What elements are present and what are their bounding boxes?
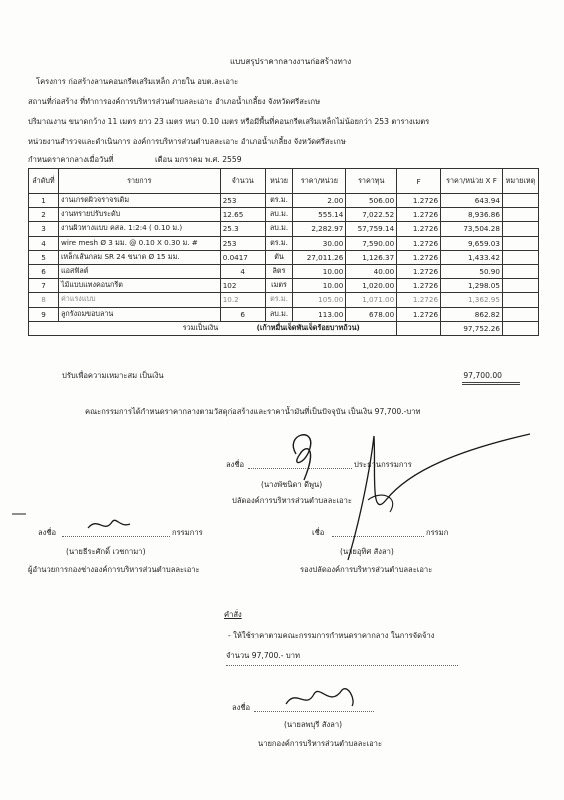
agency-line: หน่วยงานสำรวจและดำเนินการ องค์การบริหารส่วนตำบลละเอาะ อำเภอน้ำเกลี้ยง จังหวัดศรีสะเกษ	[28, 137, 346, 146]
cell-item: wire mesh Ø 3 มม. @ 0.10 X 0.30 ม. #	[58, 236, 220, 250]
cell-note	[502, 279, 538, 293]
cell-total: 862.82	[441, 307, 503, 321]
order-sign-label: ลงชื่อ	[232, 703, 251, 712]
order-heading: คำสั่ง	[224, 610, 242, 619]
signature-line	[62, 536, 170, 537]
cell-cost: 57,759.14	[346, 222, 397, 236]
project-line: โครงการ ก่อสร้างลานคอนกรีตเสริมเหล็ก ภายใน อบต.ละเอาะ	[36, 77, 239, 86]
cell-qty: 10.2	[220, 293, 265, 307]
cell-no: 4	[29, 236, 59, 250]
cell-no: 5	[29, 250, 59, 264]
header-unit-price: ราคา/หน่วย	[293, 169, 346, 194]
cell-unit: เมตร	[265, 279, 293, 293]
mayor-name: (นายลพบุรี สังลา)	[284, 720, 343, 729]
chair-role: ประธานกรรมการ	[354, 460, 412, 469]
member1-position: ผู้อำนวยการกองช่างองค์การบริหารส่วนตำบลละเอาะ	[28, 565, 200, 574]
signature-line	[248, 468, 352, 469]
cell-unit-price: 10.00	[293, 264, 346, 278]
order-line-1: - ให้ใช้ราคาตามคณะกรรมการกำหนดราคากลาง ในการจัดจ้าง	[228, 631, 435, 640]
header-note: หมายเหตุ	[502, 169, 538, 194]
cell-no: 2	[29, 208, 59, 222]
cell-factor: 1.2726	[397, 250, 441, 264]
cell-item: เหล็กเส้นกลม SR 24 ขนาด Ø 15 มม.	[58, 250, 220, 264]
cell-factor: 1.2726	[397, 264, 441, 278]
cell-qty: 25.3	[220, 222, 265, 236]
cell-total: 8,936.86	[441, 208, 503, 222]
cell-unit: ลบ.ม.	[265, 307, 293, 321]
cost-summary-table	[28, 168, 539, 336]
chair-position: ปลัดองค์การบริหารส่วนตำบลละเอาะ	[232, 496, 352, 505]
cell-unit: ตร.ม.	[265, 293, 293, 307]
cell-factor: 1.2726	[397, 236, 441, 250]
header-cost: ราคาทุน	[346, 169, 397, 194]
cell-unit: ลิตร	[265, 264, 293, 278]
cell-cost: 678.00	[346, 307, 397, 321]
chair-name: (นางพัชนิดา ดีพูน)	[261, 480, 323, 489]
cell-no: 9	[29, 307, 59, 321]
header-no: ลำดับที่	[29, 169, 59, 194]
cell-total: 50.90	[441, 264, 503, 278]
cell-item: งานทรายปรับระดับ	[58, 208, 220, 222]
cell-cost: 506.00	[346, 194, 397, 208]
cell-unit: ตร.ม.	[265, 194, 293, 208]
total-in-words: (เก้าหมื่นเจ็ดพันเจ็ดร้อยบาทถ้วน)	[220, 321, 396, 335]
chair-signature	[276, 424, 336, 484]
table-row	[29, 307, 539, 321]
cell-qty: 4	[220, 264, 265, 278]
cell-note	[502, 264, 538, 278]
table-row	[29, 236, 539, 250]
table-row	[29, 208, 539, 222]
cell-unit: ลบ.ม.	[265, 208, 293, 222]
cell-item: แอสฟัลต์	[58, 264, 220, 278]
member2-role: กรรมก	[426, 528, 449, 537]
table-row	[29, 279, 539, 293]
cell-cost: 1,126.37	[346, 250, 397, 264]
cell-qty: 0.0417	[220, 250, 265, 264]
adjust-value: 97,700.00	[463, 371, 502, 380]
cell-total: 1,298.05	[441, 279, 503, 293]
cell-no: 7	[29, 279, 59, 293]
cell-total: 1,362.95	[441, 293, 503, 307]
member1-role: กรรมการ	[172, 528, 203, 537]
cell-factor: 1.2726	[397, 293, 441, 307]
cell-note	[502, 208, 538, 222]
cell-total: 643.94	[441, 194, 503, 208]
order-line-2: จำนวน 97,700.- บาท	[226, 651, 301, 660]
cell-note	[502, 250, 538, 264]
committee-statement: คณะกรรมการได้กำหนดราคากลางตามวัสดุก่อสร้างและราคาน้ำมันที่เป็นปัจจุบัน เป็นเงิน 97,700.-บาท	[85, 407, 421, 416]
cell-qty: 6	[220, 307, 265, 321]
total-label: รวมเป็นเงิน	[58, 321, 220, 335]
table-row	[29, 222, 539, 236]
member1-sign-label: ลงชื่อ	[38, 528, 57, 537]
cell-unit-price: 30.00	[293, 236, 346, 250]
member1-name: (นายธีระศักดิ์ เวชกามา)	[66, 547, 146, 556]
double-underline	[462, 382, 520, 383]
cell-note	[502, 236, 538, 250]
cell-unit: ตัน	[265, 250, 293, 264]
table-header-row	[29, 169, 539, 194]
double-underline	[462, 384, 520, 385]
member1-signature	[84, 512, 134, 536]
cell-note	[502, 194, 538, 208]
cell-factor: 1.2726	[397, 307, 441, 321]
cell-cost: 1,020.00	[346, 279, 397, 293]
cell-item: ไม้แบบแทงคอนกรีต	[58, 279, 220, 293]
member2-position: รองปลัดองค์การบริหารส่วนตำบลละเอาะ	[300, 565, 433, 574]
cell-total: 9,659.03	[441, 236, 503, 250]
cell-no: 1	[29, 194, 59, 208]
cell-unit-price: 10.00	[293, 279, 346, 293]
header-item: รายการ	[58, 169, 220, 194]
table-row	[29, 194, 539, 208]
cell-unit-price: 27,011.26	[293, 250, 346, 264]
cell-no: 3	[29, 222, 59, 236]
member2-sign-label: เชื่อ	[312, 528, 325, 537]
cell-unit: ตร.ม.	[265, 236, 293, 250]
table-row	[29, 293, 539, 307]
header-total: ราคา/หน่วย X F	[441, 169, 503, 194]
header-factor: F	[397, 169, 441, 194]
adjust-label: ปรับเพื่อความเหมาะสม เป็นเงิน	[62, 371, 164, 380]
cell-qty: 102	[220, 279, 265, 293]
cell-unit-price: 2,282.97	[293, 222, 346, 236]
total-value: 97,752.26	[441, 321, 503, 335]
table-row	[29, 264, 539, 278]
member2-name: (นายอุทิศ สังลา)	[340, 547, 394, 556]
chair-sign-label: ลงชื่อ	[226, 460, 245, 469]
cell-unit-price: 105.00	[293, 293, 346, 307]
cell-cost: 40.00	[346, 264, 397, 278]
cell-unit-price: 2.00	[293, 194, 346, 208]
cell-item: ค่าแรงแบบ	[58, 293, 220, 307]
cell-cost: 7,590.00	[346, 236, 397, 250]
total-row	[29, 321, 539, 335]
cell-no: 8	[29, 293, 59, 307]
header-qty: จำนวน	[220, 169, 265, 194]
order-underline	[226, 665, 458, 666]
cell-item: งานเกรดผิวจราจรเดิม	[58, 194, 220, 208]
price-date-value: เดือน มกราคม พ.ศ. 2559	[155, 155, 242, 164]
mayor-signature	[280, 680, 360, 714]
signature-line	[254, 711, 374, 712]
cell-total: 1,433.42	[441, 250, 503, 264]
cell-unit: ลบ.ม.	[265, 222, 293, 236]
cell-total: 73,504.28	[441, 222, 503, 236]
cell-no: 6	[29, 264, 59, 278]
table-row	[29, 250, 539, 264]
cell-qty: 12.65	[220, 208, 265, 222]
document-title: แบบสรุปราคากลางงานก่อสร้างทาง	[230, 57, 352, 66]
cell-factor: 1.2726	[397, 208, 441, 222]
header-unit: หน่วย	[265, 169, 293, 194]
cell-item: ลูกรังถมขอบลาน	[58, 307, 220, 321]
cell-cost: 7,022.52	[346, 208, 397, 222]
cell-factor: 1.2726	[397, 194, 441, 208]
cell-unit-price: 113.00	[293, 307, 346, 321]
cell-unit-price: 555.14	[293, 208, 346, 222]
cell-factor: 1.2726	[397, 279, 441, 293]
cell-factor: 1.2726	[397, 222, 441, 236]
volume-line: ปริมาณงาน ขนาดกว้าง 11 เมตร ยาว 23 เมตร หนา 0.10 เมตร หรือมีพื้นที่คอนกรีตเสริมเหล็กไม่น้อยกว่า 253 ตารางเมตร	[28, 117, 430, 126]
cell-note	[502, 293, 538, 307]
cell-cost: 1,071.00	[346, 293, 397, 307]
cell-item: งานผิวทางแบบ คสล. 1:2:4 ( 0.10 ม.)	[58, 222, 220, 236]
mayor-position: นายกองค์การบริหารส่วนตำบลละเอาะ	[258, 739, 383, 748]
cell-qty: 253	[220, 194, 265, 208]
price-date-label: กำหนดราคากลางเมื่อวันที่	[28, 155, 114, 164]
cell-qty: 253	[220, 236, 265, 250]
cell-note	[502, 307, 538, 321]
cell-note	[502, 222, 538, 236]
location-line: สถานที่ก่อสร้าง ที่ทำการองค์การบริหารส่วนตำบลละเอาะ อำเภอน้ำเกลี้ยง จังหวัดศรีสะเกษ	[28, 97, 321, 106]
margin-mark	[10, 508, 30, 518]
signature-line	[332, 536, 424, 537]
